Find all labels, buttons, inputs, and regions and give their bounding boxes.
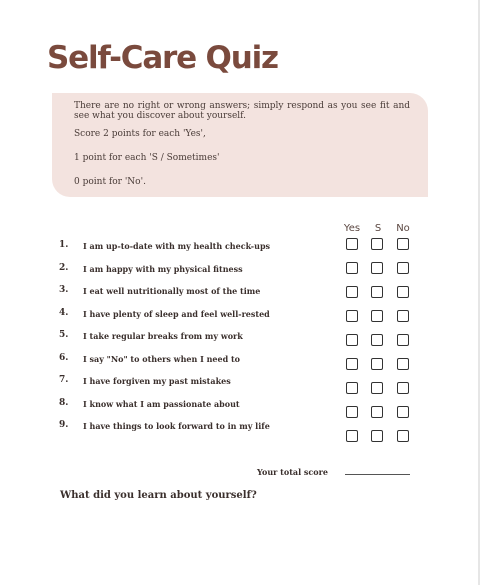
checkbox-no[interactable]: [397, 238, 409, 250]
checkbox-sometimes[interactable]: [371, 430, 383, 442]
reflection-prompt: What did you learn about yourself?: [60, 490, 257, 501]
checkbox-sometimes[interactable]: [371, 358, 383, 370]
checkbox-yes[interactable]: [346, 262, 358, 274]
checkbox-yes[interactable]: [346, 358, 358, 370]
question-number: 2.: [59, 262, 69, 273]
question-number: 4.: [59, 307, 69, 318]
question-number: 1.: [59, 240, 69, 250]
question-number: 3.: [59, 285, 69, 295]
question-number: 6.: [59, 352, 69, 363]
scoring-no: 0 point for 'No'.: [74, 177, 146, 187]
checkbox-yes[interactable]: [346, 238, 358, 250]
question-text: I eat well nutritionally most of the time: [83, 286, 261, 296]
scoring-sometimes: 1 point for each 'S / Sometimes': [74, 153, 220, 163]
checkbox-no[interactable]: [397, 334, 409, 346]
checkbox-yes[interactable]: [346, 430, 358, 442]
question-text: I say "No" to others when I need to: [83, 353, 241, 364]
question-text: I know what I am passionate about: [83, 398, 240, 409]
question-text: I have plenty of sleep and feel well-rested: [83, 308, 270, 319]
question-number: 7.: [59, 375, 69, 385]
checkbox-no[interactable]: [397, 430, 409, 442]
question-number: 8.: [59, 397, 69, 408]
question-text: I take regular breaks from my work: [83, 331, 243, 341]
checkbox-no[interactable]: [397, 382, 409, 394]
checkbox-sometimes[interactable]: [371, 406, 383, 418]
total-score-label: Your total score: [257, 467, 328, 477]
checkbox-no[interactable]: [397, 406, 409, 418]
column-header-sometimes: S: [374, 223, 382, 234]
checkbox-yes[interactable]: [346, 334, 358, 346]
question-text: I am up-to-date with my health check-ups: [83, 241, 271, 251]
checkbox-sometimes[interactable]: [371, 238, 383, 250]
page-title: Self-Care Quiz: [47, 40, 278, 76]
checkbox-no[interactable]: [397, 262, 409, 274]
question-text: I have forgiven my past mistakes: [83, 376, 231, 386]
checkbox-sometimes[interactable]: [371, 310, 383, 322]
checkbox-yes[interactable]: [346, 310, 358, 322]
question-number: 9.: [59, 420, 69, 430]
checkbox-sometimes[interactable]: [371, 382, 383, 394]
checkbox-sometimes[interactable]: [371, 262, 383, 274]
question-text: I have things to look forward to in my life: [83, 421, 270, 431]
checkbox-no[interactable]: [397, 286, 409, 298]
scoring-yes: Score 2 points for each 'Yes',: [74, 129, 206, 139]
question-number: 5.: [59, 330, 69, 340]
instructions-text: There are no right or wrong answers; simply respond as you see fit and see what you discover about yourself.: [74, 101, 410, 121]
checkbox-yes[interactable]: [346, 406, 358, 418]
checkbox-no[interactable]: [397, 310, 409, 322]
checkbox-yes[interactable]: [346, 286, 358, 298]
question-text: I am happy with my physical fitness: [83, 263, 243, 274]
checkbox-yes[interactable]: [346, 382, 358, 394]
total-score-line[interactable]: [345, 474, 410, 475]
checkbox-sometimes[interactable]: [371, 334, 383, 346]
instructions-box: [52, 93, 428, 197]
checkbox-no[interactable]: [397, 358, 409, 370]
column-header-no: No: [396, 223, 410, 234]
checkbox-sometimes[interactable]: [371, 286, 383, 298]
column-header-yes: Yes: [343, 223, 361, 234]
